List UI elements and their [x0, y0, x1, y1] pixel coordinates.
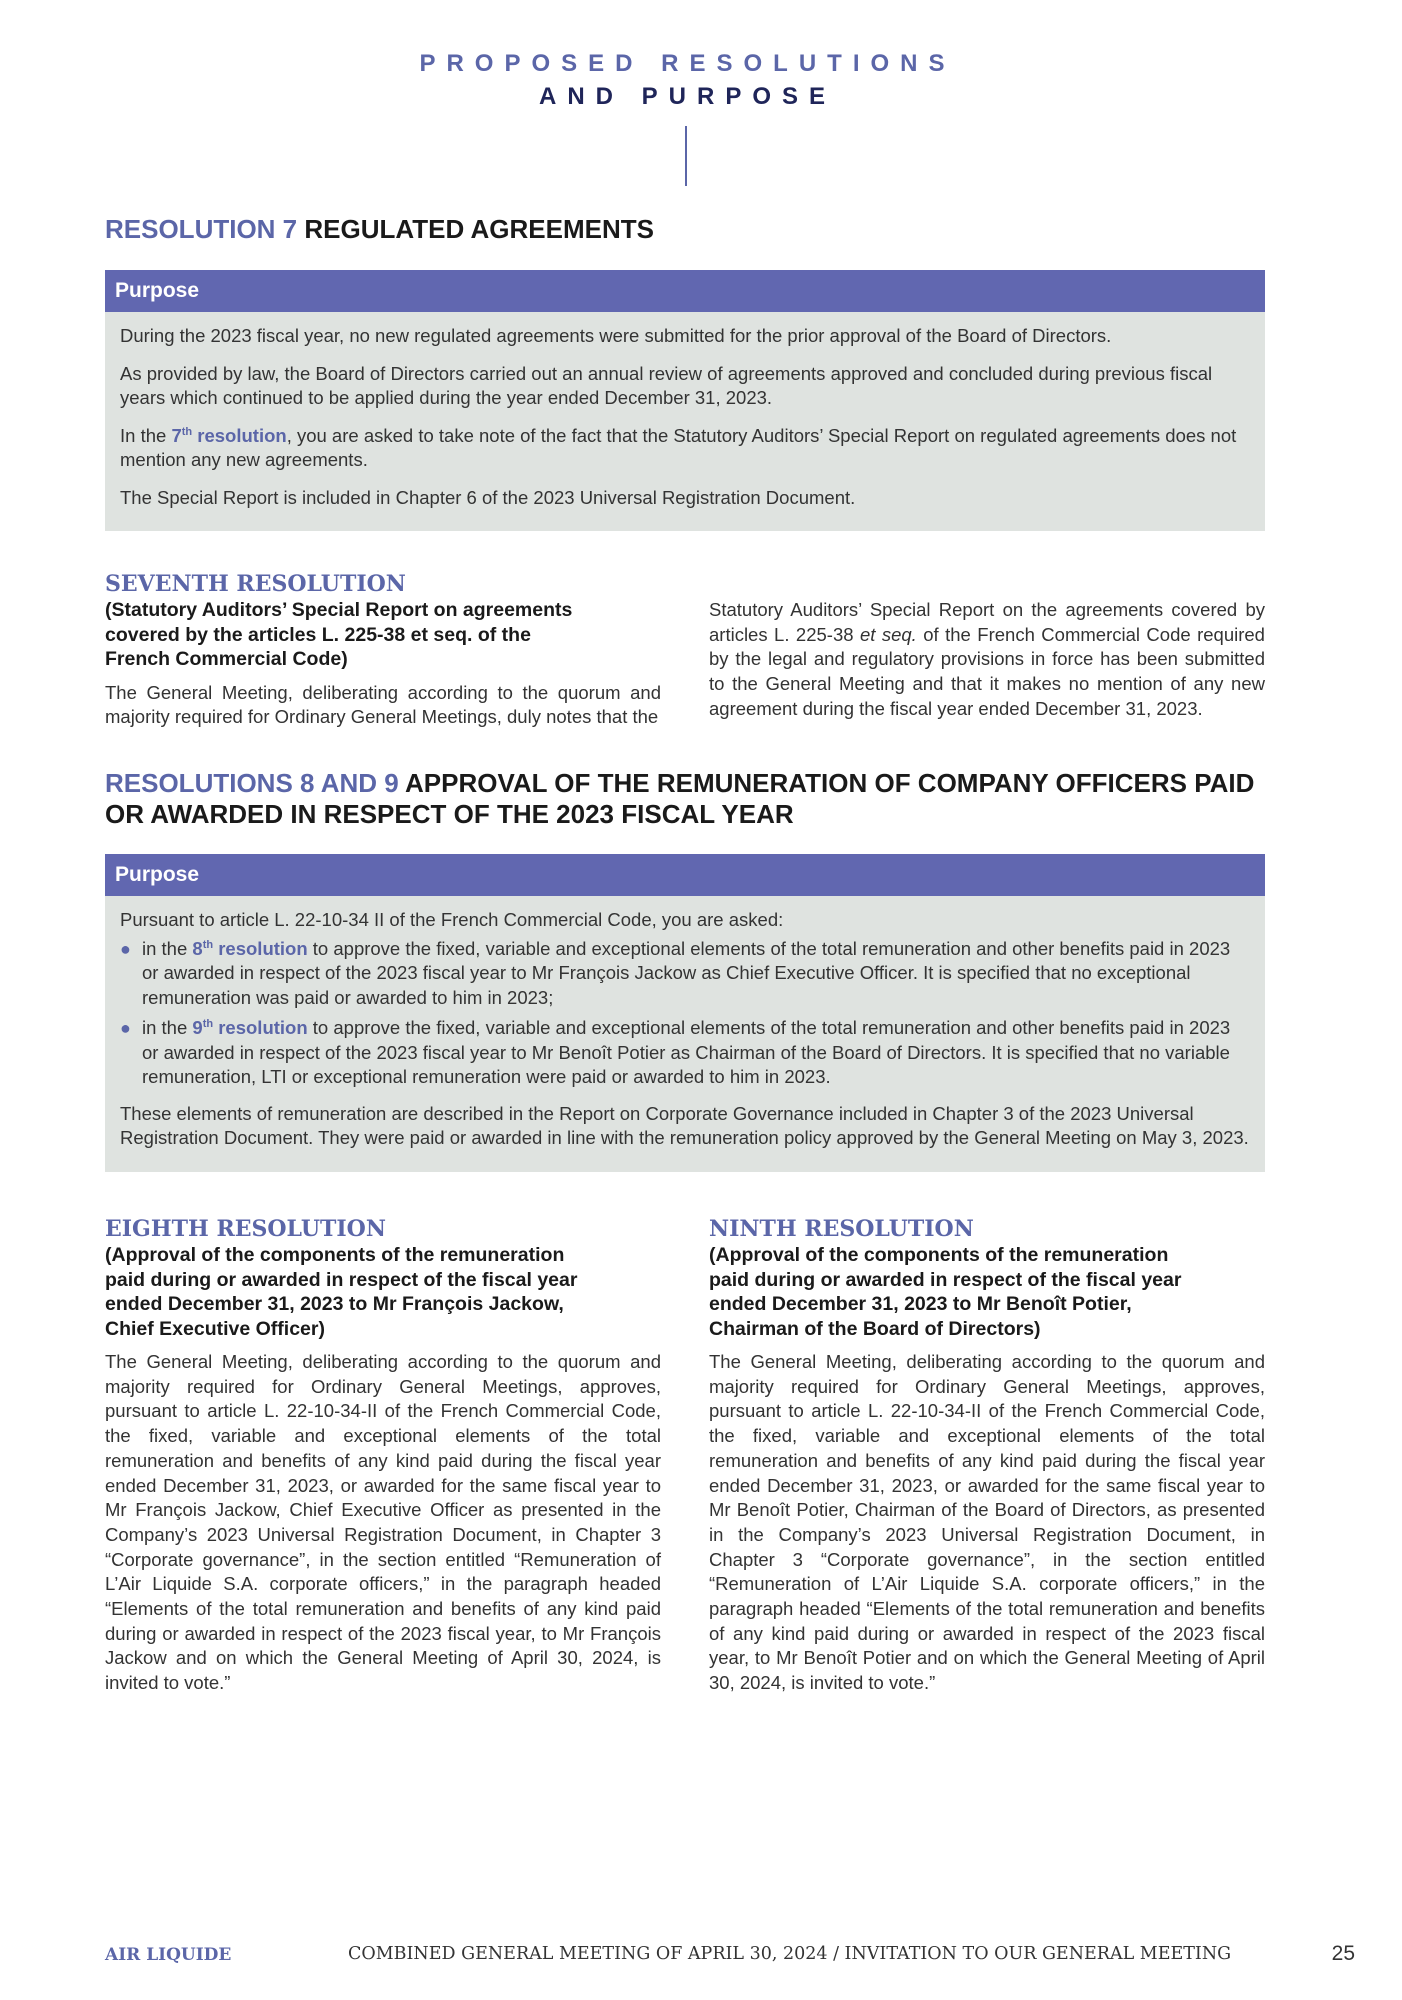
resolution-7-number: RESOLUTION 7	[105, 214, 298, 244]
eighth-resolution-column	[105, 1215, 661, 1696]
purpose-paragraph: During the 2023 fiscal year, no new regulated agreements were submitted for the prior approval of the Board of Directors.	[120, 325, 1112, 346]
list-item: ● in the 9th resolution to approve the fixed, variable and exceptional elements of the total remuneration and other benefits paid in 2023 or awarded in respect of the 2023 fiscal year to Mr Benoît Potier as Chairman of the Board of Directors. It is specified that no variable remuneration, LTI or exceptional remuneration were paid or awarded to him in 2023.	[120, 1017, 1231, 1087]
bullet-icon: ●	[120, 938, 131, 959]
resolutions-8-9-number: RESOLUTIONS 8 AND 9	[105, 768, 399, 798]
purpose-heading: Purpose	[105, 270, 1265, 312]
ninth-resolution-subtitle: (Approval of the components of the remuneration paid during or awarded in respect of the fiscal year ended December 31, 2023 to Mr Benoît Potier, Chairman of the Board of Directors)	[709, 1244, 1182, 1340]
resolution-reference[interactable]: 9th resolution	[192, 1017, 308, 1038]
seventh-resolution-subtitle: (Statutory Auditors’ Special Report on agreements covered by the articles L. 225-38 et seq. of the French Commercial Code)	[105, 599, 573, 670]
purpose-paragraph: In the 7th resolution, you are asked to take note of the fact that the Statutory Auditors’ Special Report on regulated agreements does not mention any new agreements.	[120, 424, 1237, 470]
seventh-resolution-body-right: Statutory Auditors’ Special Report on the agreements covered by articles L. 225-38 et seq. of the French Commercial Code required by the legal and regulatory provisions in force has been submitted to the General Meeting and that it makes no mention of any new agreement during the fiscal year ended December 31, 2023.	[709, 599, 1265, 719]
seventh-resolution-left-column	[105, 570, 661, 730]
seventh-resolution-title: SEVENTH RESOLUTION	[105, 571, 406, 597]
purpose-body	[105, 312, 1265, 531]
page-footer	[105, 1942, 1355, 1972]
eighth-resolution-subtitle: (Approval of the components of the remuneration paid during or awarded in respect of the fiscal year ended December 31, 2023 to Mr François Jackow, Chief Executive Officer)	[105, 1244, 578, 1340]
seventh-resolution-body-left: The General Meeting, deliberating according to the quorum and majority required for Ordinary General Meetings, duly notes that the	[105, 681, 661, 728]
header-title-line1: PROPOSED RESOLUTIONS	[419, 50, 956, 77]
resolution-7-title: REGULATED AGREEMENTS	[304, 214, 654, 244]
eighth-resolution-body: The General Meeting, deliberating according to the quorum and majority required for Ordinary General Meetings, approves, pursuant to article L. 22-10-34-II of the French Commercial Code, the fixed, variable and exceptional elements of the total remuneration and benefits of any kind paid during the fiscal year ended December 31, 2023, or awarded for the same fiscal year to Mr François Jackow, Chief Executive Officer as presented in the Company’s 2023 Universal Registration Document, in Chapter 3 “Corporate governance”, in the section entitled “Remuneration of L’Air Liquide S.A. corporate officers,” in the paragraph headed “Elements of the total remuneration and benefits of any kind paid during or awarded in respect of the 2023 fiscal year, to Mr François Jackow and on which the General Meeting of April 30, 2024, is invited to vote.”	[105, 1351, 661, 1694]
purpose-intro: Pursuant to article L. 22-10-34 II of the French Commercial Code, you are asked:	[120, 909, 784, 930]
resolution-7-purpose-box	[105, 270, 1265, 531]
header-title-line2: AND PURPOSE	[538, 83, 837, 110]
resolution-reference[interactable]: 8th resolution	[192, 937, 308, 959]
page-number: 25	[1331, 1942, 1355, 1965]
ninth-resolution-column	[709, 1215, 1265, 1696]
page-header	[0, 50, 1375, 111]
purpose-list	[120, 937, 1250, 1090]
ninth-resolution-body: The General Meeting, deliberating according to the quorum and majority required for Ordinary General Meetings, approves, pursuant to article L. 22-10-34-II of the French Commercial Code, the fixed, variable and exceptional elements of the total remuneration and benefits of any kind paid during the fiscal year ended December 31, 2023, or awarded for the same fiscal year to Mr Benoît Potier, Chairman of the Board of Directors, as presented in the Company’s 2023 Universal Registration Document, in Chapter 3 “Corporate governance”, in the section entitled “Remuneration of L’Air Liquide S.A. corporate officers,” in the paragraph headed “Elements of the total remuneration and benefits of any kind paid during or awarded in respect of the 2023 fiscal year, to Mr Benoît Potier and on which the General Meeting of April 30, 2024, is invited to vote.”	[709, 1351, 1265, 1694]
seventh-resolution-right-column	[709, 598, 1265, 722]
purpose-paragraph: These elements of remuneration are described in the Report on Corporate Governance included in Chapter 3 of the 2023 Universal Registration Document. They were paid or awarded in line with the remuneration policy approved by the General Meeting on May 3, 2023.	[120, 1102, 1249, 1148]
eighth-resolution-title: EIGHTH RESOLUTION	[105, 1216, 386, 1242]
bullet-icon: ●	[120, 1018, 131, 1038]
footer-text: COMBINED GENERAL MEETING OF APRIL 30, 2024 / INVITATION TO OUR GENERAL MEETING	[348, 1944, 1232, 1964]
purpose-body	[105, 896, 1265, 1172]
header-divider	[685, 126, 687, 186]
resolution-reference[interactable]: 7th resolution	[171, 424, 287, 446]
brand-logo: AIR LIQUIDE	[105, 1945, 232, 1965]
resolutions-8-9-heading	[105, 768, 1265, 830]
resolutions-8-9-purpose-box	[105, 854, 1265, 1172]
list-item: ● in the 8th resolution to approve the fixed, variable and exceptional elements of the total remuneration and other benefits paid in 2023 or awarded in respect of the 2023 fiscal year to Mr François Jackow as Chief Executive Officer. It is specified that no exceptional remuneration was paid or awarded to him in 2023;	[120, 937, 1231, 1008]
resolutions-8-9-title: APPROVAL OF THE REMUNERATION OF COMPANY OFFICERS PAID OR AWARDED IN RESPECT OF THE 2023 FISCAL YEAR	[105, 768, 1255, 829]
resolution-7-heading	[105, 214, 1265, 245]
ninth-resolution-title: NINTH RESOLUTION	[709, 1216, 974, 1242]
purpose-paragraph: The Special Report is included in Chapter 6 of the 2023 Universal Registration Document.	[120, 486, 856, 508]
purpose-heading: Purpose	[105, 854, 1265, 896]
purpose-paragraph: As provided by law, the Board of Directors carried out an annual review of agreements approved and concluded during previous fiscal years which continued to be applied during the year ended December 31, 2023.	[120, 362, 1213, 408]
